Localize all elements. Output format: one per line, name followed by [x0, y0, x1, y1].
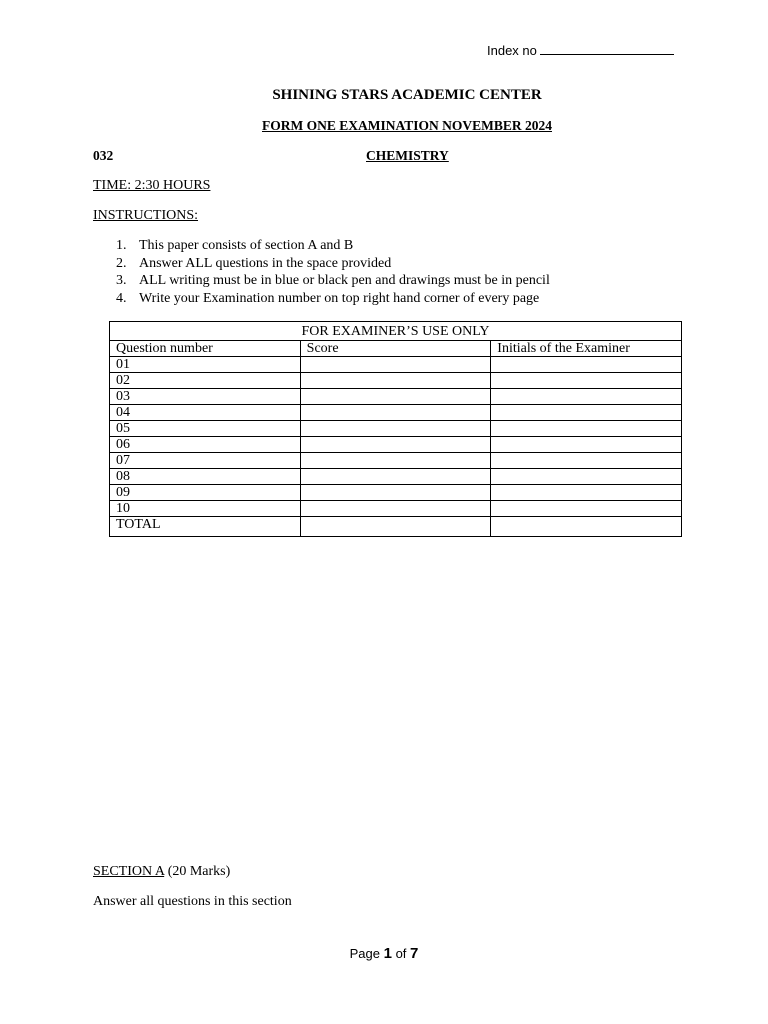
examiner-initials-cell[interactable] [491, 469, 682, 485]
score-cell[interactable] [300, 469, 491, 485]
instruction-item [116, 237, 550, 255]
score-cell[interactable] [300, 437, 491, 453]
score-cell[interactable] [300, 373, 491, 389]
instruction-text: Write your Examination number on top right hand corner of every page [139, 291, 540, 307]
current-page: 1 [383, 945, 392, 962]
of-word: of [395, 946, 407, 961]
score-cell[interactable] [300, 501, 491, 517]
instruction-text: Answer ALL questions in the space provided [139, 255, 392, 271]
instruction-item [116, 255, 550, 273]
examiner-table [109, 321, 682, 537]
examiner-initials-cell[interactable] [491, 373, 682, 389]
table-row [110, 469, 682, 485]
instructions-heading: INSTRUCTIONS: [93, 208, 199, 223]
page-footer [0, 945, 768, 962]
examiner-initials-cell[interactable] [491, 389, 682, 405]
question-number-cell: 01 [110, 357, 301, 373]
examiner-initials-cell[interactable] [491, 357, 682, 373]
table-row [110, 373, 682, 389]
instruction-number: 4. [116, 291, 127, 307]
table-row [110, 389, 682, 405]
examiner-initials-cell[interactable] [491, 405, 682, 421]
instructions-list [116, 237, 550, 308]
table-total-row [110, 517, 682, 537]
total-pages: 7 [410, 945, 419, 962]
examiner-initials-cell[interactable] [491, 517, 682, 537]
examiner-initials-cell[interactable] [491, 437, 682, 453]
examiner-initials-cell[interactable] [491, 485, 682, 501]
score-cell[interactable] [300, 453, 491, 469]
table-row [110, 485, 682, 501]
section-a-instruction: Answer all questions in this section [93, 894, 292, 909]
question-number-cell: 10 [110, 501, 301, 517]
instruction-item [116, 272, 550, 290]
score-cell[interactable] [300, 421, 491, 437]
instruction-item [116, 290, 550, 308]
table-row [110, 501, 682, 517]
instruction-number: 1. [116, 238, 127, 253]
score-cell[interactable] [300, 389, 491, 405]
index-blank-line[interactable] [540, 43, 674, 55]
column-header-score: Score [300, 341, 491, 357]
index-label: Index no [487, 43, 537, 58]
score-cell[interactable] [300, 517, 491, 537]
table-row [110, 421, 682, 437]
column-header-question: Question number [110, 341, 301, 357]
question-number-cell: 06 [110, 437, 301, 453]
score-cell[interactable] [300, 485, 491, 501]
question-number-cell: 03 [110, 389, 301, 405]
section-a-marks: (20 Marks) [167, 864, 231, 879]
question-number-cell: 04 [110, 405, 301, 421]
examiner-initials-cell[interactable] [491, 421, 682, 437]
subject-name: CHEMISTRY [366, 148, 449, 163]
exam-title: FORM ONE EXAMINATION NOVEMBER 2024 [262, 118, 552, 133]
examiner-initials-cell[interactable] [491, 453, 682, 469]
exam-duration: TIME: 2:30 HOURS [93, 178, 211, 193]
section-a-heading [93, 864, 230, 880]
subject-code: 032 [93, 148, 114, 163]
question-number-cell: 02 [110, 373, 301, 389]
question-number-cell: 08 [110, 469, 301, 485]
table-row [110, 357, 682, 373]
page-word: Page [349, 946, 380, 961]
question-number-cell: 09 [110, 485, 301, 501]
examiner-initials-cell[interactable] [491, 501, 682, 517]
question-number-cell: TOTAL [110, 517, 301, 537]
instruction-number: 2. [116, 255, 127, 271]
question-number-cell: 05 [110, 421, 301, 437]
table-row [110, 405, 682, 421]
instruction-text: ALL writing must be in blue or black pen and drawings must be in pencil [139, 273, 550, 289]
score-cell[interactable] [300, 357, 491, 373]
section-a-label: SECTION A [93, 864, 165, 879]
question-number-cell: 07 [110, 453, 301, 469]
table-row [110, 453, 682, 469]
school-name: SHINING STARS ACADEMIC CENTER [272, 87, 542, 103]
instruction-number: 3. [116, 273, 127, 289]
column-header-initials: Initials of the Examiner [491, 341, 682, 357]
instruction-text: This paper consists of section A and B [139, 238, 354, 253]
score-cell[interactable] [300, 405, 491, 421]
examiner-table-caption: FOR EXAMINER’S USE ONLY [110, 322, 682, 341]
table-row [110, 437, 682, 453]
index-number-field [487, 43, 674, 58]
